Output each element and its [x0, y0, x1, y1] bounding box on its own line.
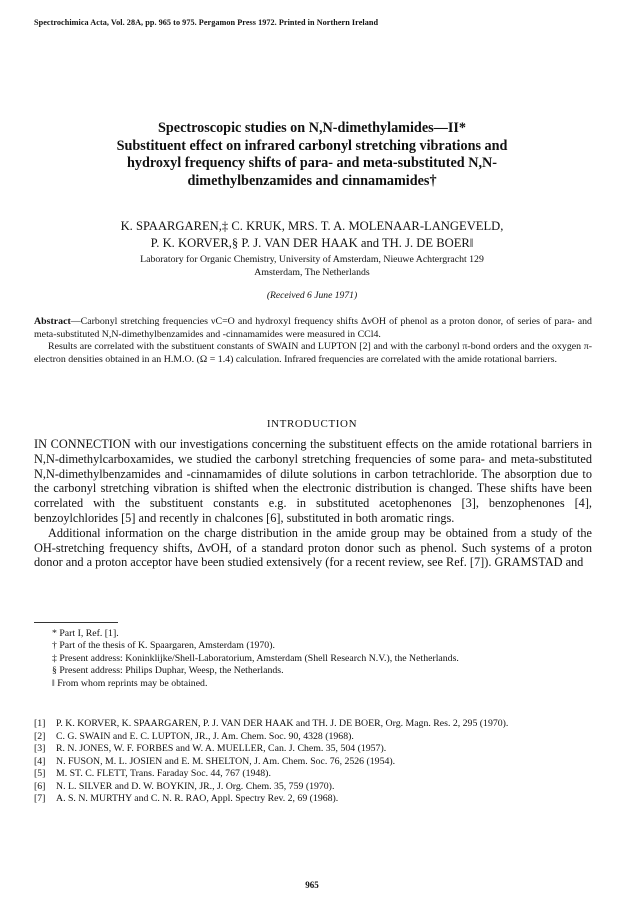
footnote: * Part I, Ref. [1].	[52, 628, 119, 639]
author-line: K. SPAARGAREN,‡ C. KRUK, MRS. T. A. MOLENAAR-LANGEVELD,	[120, 219, 504, 233]
reference-number: [5]	[34, 768, 46, 779]
footnote: ‖ From whom reprints may be obtained.	[52, 677, 208, 689]
reference-number: [2]	[34, 730, 46, 742]
reference-item	[34, 793, 592, 806]
reference-number: [3]	[34, 743, 46, 754]
reference-item	[34, 756, 592, 769]
reference-text: N. FUSON, M. L. JOSIEN and E. M. SHELTON, J. Am. Chem. Soc. 76, 2526 (1954).	[56, 755, 396, 767]
reference-text: N. L. SILVER and D. W. BOYKIN, JR., J. Org. Chem. 35, 759 (1970).	[56, 780, 335, 792]
footnote: † Part of the thesis of K. Spaargaren, Amsterdam (1970).	[52, 640, 275, 652]
journal-header: Spectrochimica Acta, Vol. 28A, pp. 965 to 975. Pergamon Press 1972. Printed in Northern Ireland	[34, 18, 379, 27]
reference-text: C. G. SWAIN and E. C. LUPTON, JR., J. Am. Chem. Soc. 90, 4328 (1968).	[56, 730, 354, 742]
reference-list	[34, 718, 592, 806]
reference-number: [6]	[34, 780, 46, 792]
abstract	[34, 316, 592, 366]
reference-item	[34, 781, 592, 794]
reference-number: [4]	[34, 755, 46, 767]
reference-number: [1]	[34, 718, 46, 729]
title-line: Spectroscopic studies on N,N-dimethylamides—II*	[158, 120, 466, 136]
section-heading: INTRODUCTION	[266, 418, 358, 430]
received-date: (Received 6 June 1971)	[266, 290, 358, 301]
reference-item	[34, 731, 592, 744]
author-line: P. K. KORVER,§ P. J. VAN DER HAAK and TH. J. DE BOER‖	[150, 236, 474, 250]
intro-paragraph: IN CONNECTION with our investigations concerning the substituent effects on the amide rotational barriers in N,N-dimethylcarboxamides, we studied the carbonyl stretching frequencies of some para- and meta-substituted N,N-dimethylbenzamides and -cinnamamides of dilute solutions in carbon tetrachloride. The absorption due to the carbonyl stretching vibration is shifted when the electronic distribution is changed. These shifts have been correlated with the substituent constants e.g. in substituted acetophenones [3], benzophenones [4], benzoylchlorides [5] and recently in chalcones [6], substituted in both aromatic rings.	[34, 437, 592, 525]
author-list	[20, 218, 604, 252]
reference-item	[34, 718, 592, 731]
title-line: dimethylbenzamides and cinnamamides†	[187, 172, 437, 189]
reference-item	[34, 743, 592, 756]
intro-paragraph: Additional information on the charge distribution in the amide group may be obtained from a study of the OH-stretching frequency shifts, ΔνOH, of a standard proton donor such as phenol. Such systems of a proton donor and a proton acceptor have been studied extensively (for a recent review, see Ref. [7]). GRAMSTAD and	[34, 525, 592, 570]
footnote-divider	[34, 622, 118, 623]
reference-text: A. S. N. MURTHY and C. N. R. RAO, Appl. Spectry Rev. 2, 69 (1968).	[56, 793, 339, 804]
footnote: ‡ Present address: Koninklijke/Shell-Laboratorium, Amsterdam (Shell Research N.V.), the Netherlands.	[52, 652, 459, 664]
footnote: § Present address: Philips Duphar, Weesp, the Netherlands.	[52, 665, 284, 677]
title-line: hydroxyl frequency shifts of para- and meta-substituted N,N-	[127, 155, 497, 171]
reference-item	[34, 768, 592, 781]
affiliation-line: Laboratory for Organic Chemistry, University of Amsterdam, Nieuwe Achtergracht 129	[140, 254, 484, 265]
abstract-text: —Carbonyl stretching frequencies νC=O and hydroxyl frequency shifts ΔνOH of phenol as a proton donor, of series of para- and meta-substituted N,N-dimethylbenzamides and -cinnamamides were measured in CCl4.	[34, 316, 592, 340]
title-line: Substituent effect on infrared carbonyl stretching vibrations and	[116, 137, 508, 154]
reference-text: R. N. JONES, W. F. FORBES and W. A. MUELLER, Can. J. Chem. 35, 504 (1957).	[56, 743, 387, 754]
affiliation	[20, 254, 604, 279]
affiliation-line: Amsterdam, The Netherlands	[254, 266, 370, 278]
footnotes	[34, 628, 592, 690]
abstract-label: Abstract	[34, 316, 71, 327]
abstract-paragraph: Results are correlated with the substituent constants of SWAIN and LUPTON [2] and with the carbonyl π-bond orders and the oxygen π-electron densities obtained in an H.M.O. (Ω = 1.4) calculation. Infrared frequencies are correlated with the amide rotational barriers.	[34, 341, 592, 365]
introduction-body	[34, 437, 592, 570]
page-number: 965	[305, 880, 319, 890]
reference-text: P. K. KORVER, K. SPAARGAREN, P. J. VAN DER HAAK and TH. J. DE BOER, Org. Magn. Res. 2, 295 (1970).	[56, 718, 509, 729]
abstract-paragraph	[34, 316, 592, 341]
reference-number: [7]	[34, 793, 46, 804]
article-title	[20, 120, 604, 190]
reference-text: M. ST. C. FLETT, Trans. Faraday Soc. 44, 767 (1948).	[56, 768, 271, 779]
